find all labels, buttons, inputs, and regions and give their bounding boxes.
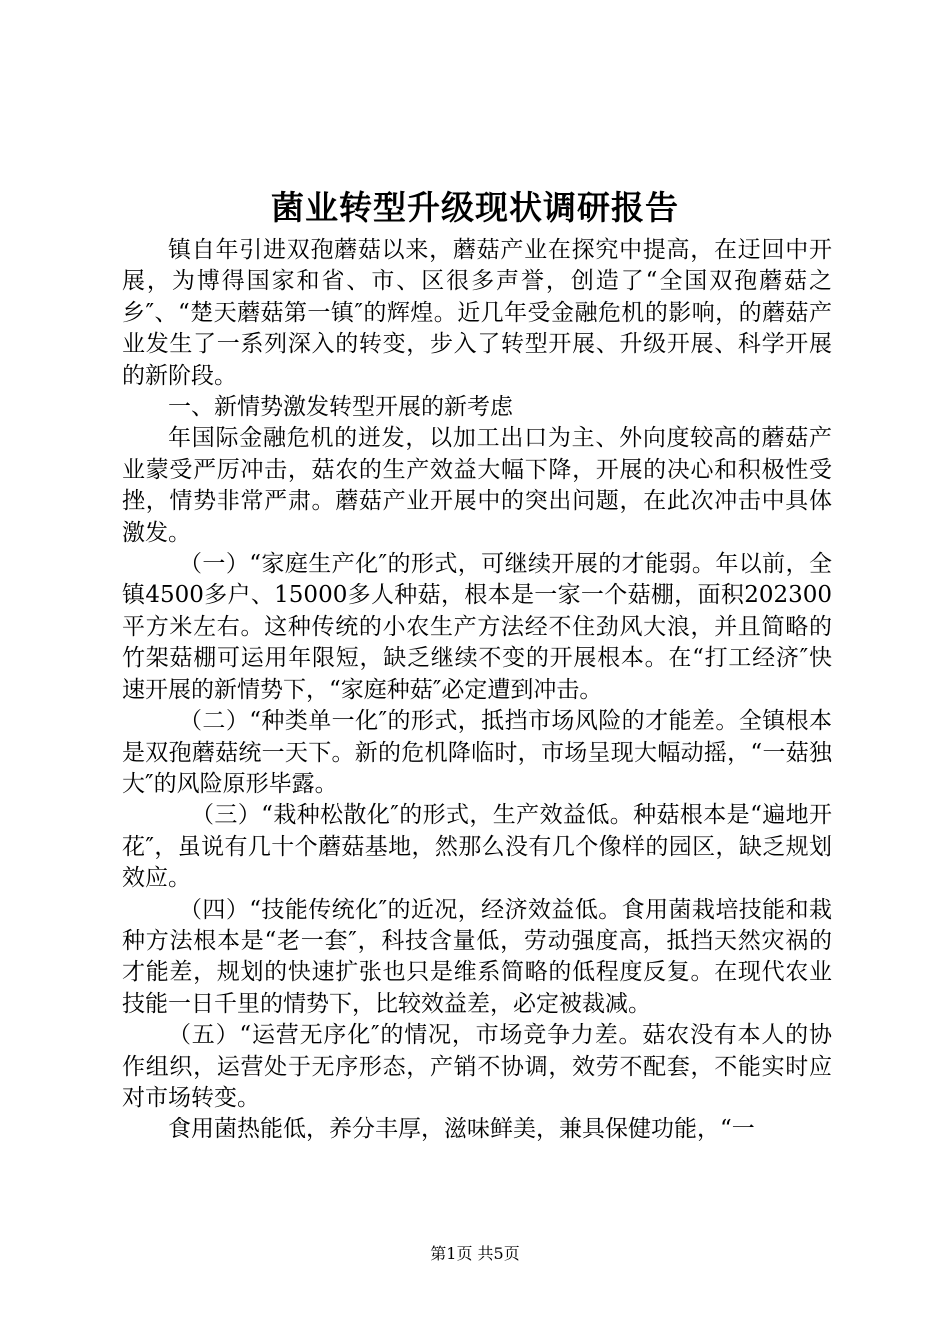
- paragraph-intro: 镇自年引进双孢蘑菇以来，蘑菇产业在探究中提高，在迂回中开展，为博得国家和省、市、区很多声誉，创造了“全国双孢蘑菇之乡″、“楚天蘑菇第一镇″的辉煌。近几年受金融危机的影响，的蘑菇产业发生了一系列深入的转变，步入了转型开展、升级开展、科学开展的新阶段。: [122, 237, 832, 389]
- paragraph-point-3: （三）“栽种松散化″的形式，生产效益低。种菇根本是“遍地开花″，虽说有几十个蘑菇基地，然那么没有几个像样的园区，缺乏规划效应。: [122, 802, 832, 892]
- section-heading-1: 一、新情势激发转型开展的新考虑: [168, 394, 513, 421]
- paragraph-point-2: （二）“种类单一化″的形式，抵挡市场风险的才能差。全镇根本是双孢蘑菇统一天下。新的危机降临时，市场呈现大幅动摇，“一菇独大″的风险原形毕露。: [122, 708, 832, 797]
- paragraph-point-1: （一）“家庭生产化″的形式，可继续开展的才能弱。年以前，全镇4500多户、15000多人种菇，根本是一家一个菇棚，面积202300平方米左右。这种传统的小农生产方法经不住劲风大浪，并且简略的竹架菇棚可运用年限短，缺乏继续不变的开展根本。在“打工经济″快速开展的新情势下，“家庭种菇″必定遭到冲击。: [122, 551, 832, 703]
- paragraph-crisis: 年国际金融危机的迸发，以加工出口为主、外向度较高的蘑菇产业蒙受严厉冲击，菇农的生产效益大幅下降，开展的决心和积极性受挫，情势非常严肃。蘑菇产业开展中的突出问题，在此次冲击中具体激发。: [122, 425, 832, 546]
- paragraph-point-4: （四）“技能传统化″的近况，经济效益低。食用菌栽培技能和栽种方法根本是“老一套″，科技含量低，劳动强度高，抵挡天然灾祸的才能差，规划的快速扩张也只是维系简略的低程度反复。在现代农业技能一日千里的情势下，比较效益差，必定被裁减。: [122, 896, 832, 1017]
- page-footer: 第1页 共5页: [430, 1244, 520, 1263]
- paragraph-point-5: （五）“运营无序化″的情况，市场竞争力差。菇农没有本人的协作组织，运营处于无序形态，产销不协调，效劳不配套，不能实时应对市场转变。: [122, 1022, 832, 1111]
- document-title: 菌业转型升级现状调研报告: [271, 188, 679, 227]
- document-body: [122, 235, 832, 1146]
- paragraph-edible-fungi: 食用菌热能低，养分丰厚，滋味鲜美，兼具保健功能，“一: [168, 1116, 755, 1143]
